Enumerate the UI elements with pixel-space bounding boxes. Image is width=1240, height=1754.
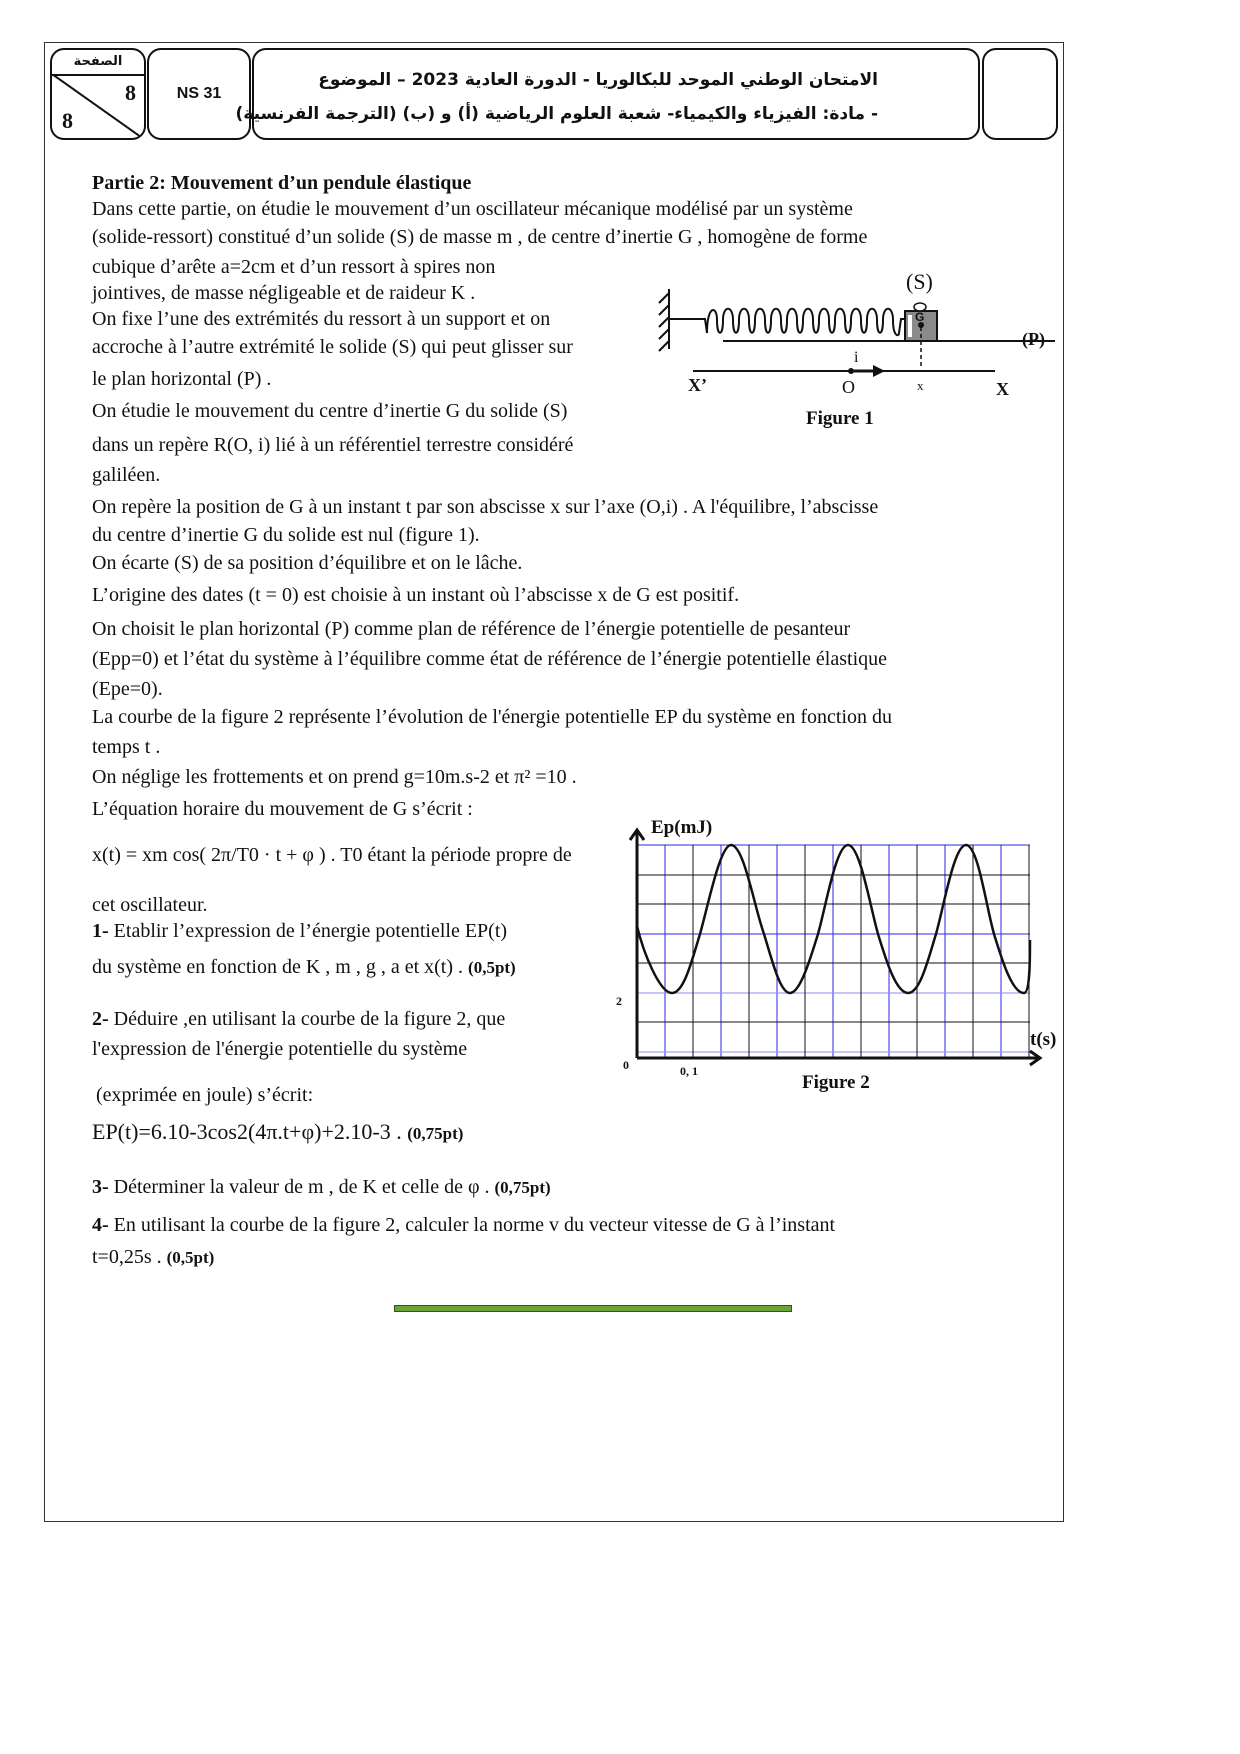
question-1 — [92, 918, 507, 945]
question-text: Déterminer la valeur de m , de K et celle de φ . — [113, 1176, 490, 1198]
x-tick-01: 0, 1 — [680, 1064, 698, 1078]
para-line: du centre d’inertie G du solide est nul (figure 1). — [92, 524, 480, 546]
origin-tick: 0 — [623, 1058, 629, 1072]
x-axis-label: t(s) — [1030, 1029, 1057, 1050]
exam-code-text: NS 31 — [176, 85, 222, 102]
page-label: الصفحة — [52, 50, 144, 76]
spring-icon — [707, 309, 899, 335]
para-line: On choisit le plan horizontal (P) comme plan de référence de l’énergie potentielle de pesanteur — [92, 618, 851, 640]
blank-box — [982, 48, 1058, 140]
question-number: 2- — [92, 1008, 109, 1030]
g-label: G — [915, 310, 925, 324]
question-text: t=0,25s . — [92, 1246, 162, 1268]
para-line: jointives, de masse négligeable et de raideur K . — [92, 282, 476, 304]
para-line: galiléen. — [92, 464, 161, 486]
para-line: (solide-ressort) constitué d’un solide (S) de masse m , de centre d’inertie G , homogène de forme — [92, 226, 868, 248]
question-2-cont: l'expression de l'énergie potentielle du système — [92, 1038, 468, 1060]
solid-label: (S) — [906, 269, 933, 294]
para-line: On fixe l’une des extrémités du ressort à un support et on — [92, 308, 551, 330]
para-line: dans un repère R(O, i) lié à un référentiel terrestre considéré — [92, 434, 574, 456]
para-line: temps t . — [92, 736, 161, 758]
para-line: (Epp=0) et l’état du système à l’équilibre comme état de référence de l’énergie potentielle élastique — [92, 648, 887, 670]
axis-left-label: X’ — [688, 375, 707, 395]
exam-title-box — [235, 48, 980, 140]
question-text: Etablir l’expression de l’énergie potentielle EP(t) — [113, 920, 508, 942]
unit-vector-label: i — [854, 349, 859, 366]
end-divider-bar — [394, 1305, 792, 1312]
page-number-box — [50, 48, 146, 140]
para-line: On repère la position de G à un instant t par son abscisse x sur l’axe (O,i) . A l'équilibre, l’abscisse — [92, 496, 879, 518]
question-4-cont — [92, 1244, 214, 1271]
origin-label: O — [842, 377, 855, 397]
question-points: (0,75pt) — [494, 1178, 551, 1197]
para-line: le plan horizontal (P) . — [92, 368, 272, 390]
energy-formula: EP(t)=6.10-3cos2(4π.t+φ)+2.10-3 . — [92, 1119, 402, 1144]
para-line: cet oscillateur. — [92, 894, 208, 916]
question-2 — [92, 1006, 505, 1033]
question-text: En utilisant la courbe de la figure 2, calculer la norme v du vecteur vitesse de G à l’instant — [113, 1214, 836, 1236]
axis-right-label: X — [996, 379, 1009, 399]
question-points: (0,5pt) — [468, 958, 516, 977]
question-2-formula — [92, 1118, 463, 1147]
x-mark-label: x — [917, 378, 924, 393]
para-line: La courbe de la figure 2 représente l’évolution de l'énergie potentielle EP du système en fonction du — [92, 706, 892, 728]
para-line: L’équation horaire du mouvement de G s’écrit : — [92, 798, 473, 820]
question-text: du système en fonction de K , m , g , a et x(t) . — [92, 956, 464, 978]
figure1-spring-diagram — [655, 265, 1055, 410]
exam-title-line1: الامتحان الوطني الموحد للبكالوريا - الدورة العادية 2023 – الموضوع — [318, 70, 878, 90]
question-number: 4- — [92, 1214, 109, 1236]
question-text: Déduire ,en utilisant la courbe de la figure 2, que — [113, 1008, 506, 1030]
page-total: 8 — [62, 108, 73, 133]
plane-label: (P) — [1022, 329, 1045, 349]
y-axis-label: Ep(mJ) — [651, 817, 713, 838]
para-line: cubique d’arête a=2cm et d’un ressort à spires non — [92, 256, 496, 278]
exam-title-line2: - مادة: الفيزياء والكيمياء- شعبة العلوم الرياضية (أ) و (ب) (الترجمة الفرنسية) — [235, 104, 878, 124]
para-line: L’origine des dates (t = 0) est choisie à un instant où l’abscisse x de G est positif. — [92, 584, 740, 606]
section-title: Partie 2: Mouvement d’un pendule élastique — [92, 172, 472, 194]
exam-code — [147, 48, 251, 140]
question-3 — [92, 1174, 551, 1201]
para-line: On néglige les frottements et on prend g=10m.s-2 et π² =10 . — [92, 766, 577, 788]
question-number: 1- — [92, 920, 109, 942]
para-line: On étudie le mouvement du centre d’inertie G du solide (S) — [92, 400, 568, 422]
figure2-caption: Figure 2 — [802, 1072, 870, 1093]
question-2-cont2: (exprimée en joule) s’écrit: — [96, 1084, 314, 1106]
para-line: accroche à l’autre extrémité le solide (S) qui peut glisser sur — [92, 336, 573, 358]
para-line: Dans cette partie, on étudie le mouvement d’un oscillateur mécanique modélisé par un système — [92, 198, 853, 220]
question-points: (0,5pt) — [166, 1248, 215, 1267]
para-line: On écarte (S) de sa position d’équilibre et on le lâche. — [92, 552, 523, 574]
question-points: (0,75pt) — [407, 1124, 464, 1143]
horary-equation: x(t) = xm cos( 2π/T0 · t + φ ) . T0 étant la période propre de — [92, 844, 572, 866]
question-4 — [92, 1212, 835, 1239]
y-tick-2: 2 — [616, 994, 622, 1008]
figure2-chart — [620, 820, 1060, 1080]
figure1-caption: Figure 1 — [806, 408, 874, 429]
page-current: 8 — [125, 80, 136, 105]
para-line: (Epe=0). — [92, 678, 163, 700]
question-1-cont — [92, 954, 516, 981]
question-number: 3- — [92, 1176, 109, 1198]
